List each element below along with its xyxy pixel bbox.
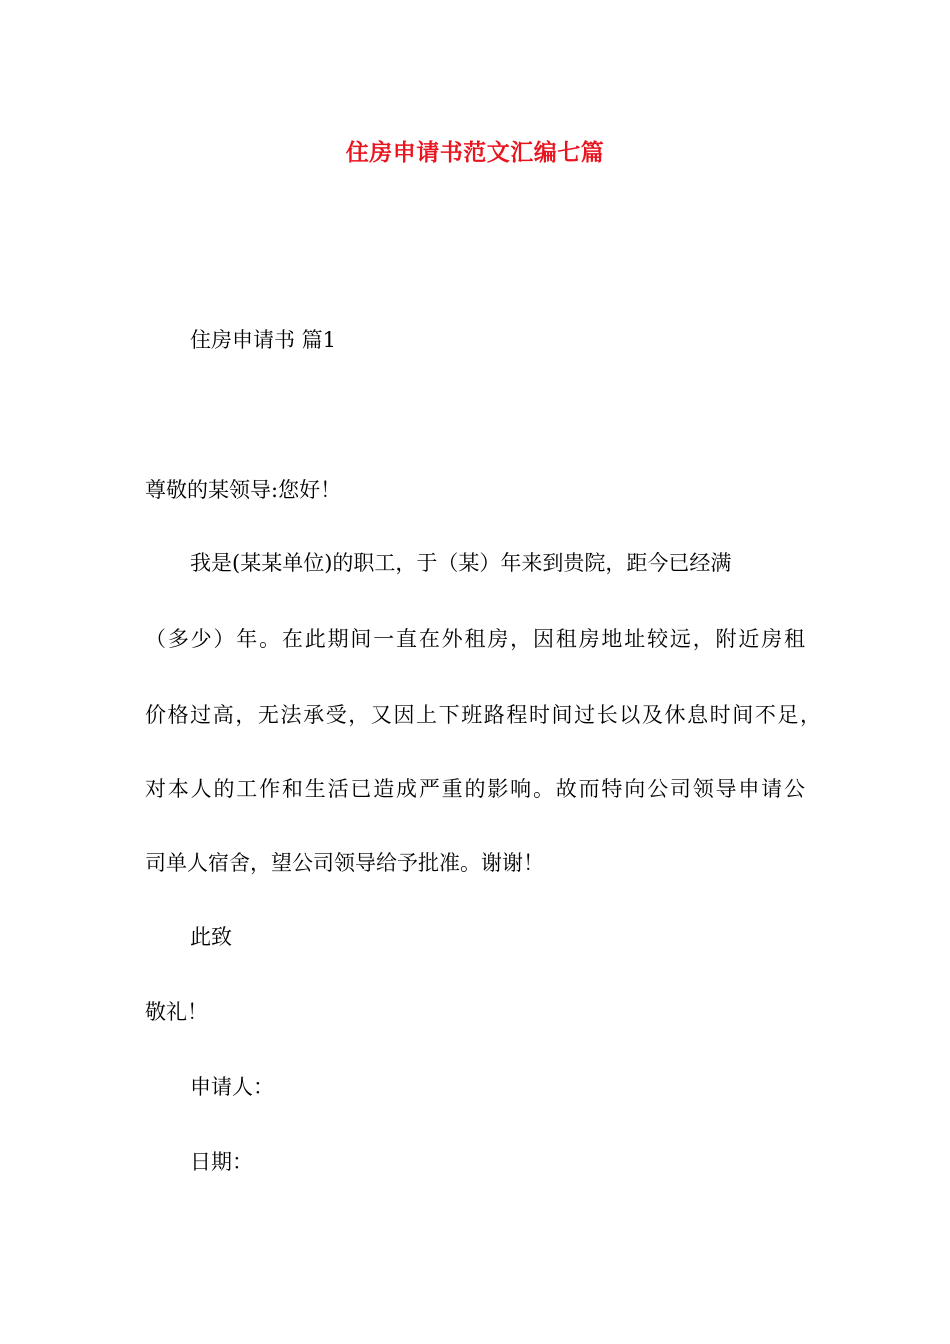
body-line-4: 对本人的工作和生活已造成严重的影响。故而特向公司领导申请公	[145, 777, 805, 801]
closing-line-2: 敬礼！	[145, 1000, 208, 1024]
body-line-2: （多少）年。在此期间一直在外租房，因租房地址较远，附近房租	[145, 627, 805, 651]
document-title: 住房申请书范文汇编七篇	[345, 139, 605, 166]
section-heading: 住房申请书 篇1	[190, 328, 337, 352]
date-label: 日期：	[190, 1150, 253, 1174]
closing-line-1: 此致	[190, 925, 232, 949]
applicant-label: 申请人：	[190, 1075, 274, 1099]
body-line-3: 价格过高，无法承受，又因上下班路程时间过长以及休息时间不足，	[145, 703, 821, 727]
body-line-1: 我是(某某单位)的职工，于（某）年来到贵院，距今已经满	[190, 551, 732, 575]
body-line-5: 司单人宿舍，望公司领导给予批准。谢谢！	[145, 851, 544, 875]
salutation: 尊敬的某领导:您好！	[145, 478, 342, 502]
